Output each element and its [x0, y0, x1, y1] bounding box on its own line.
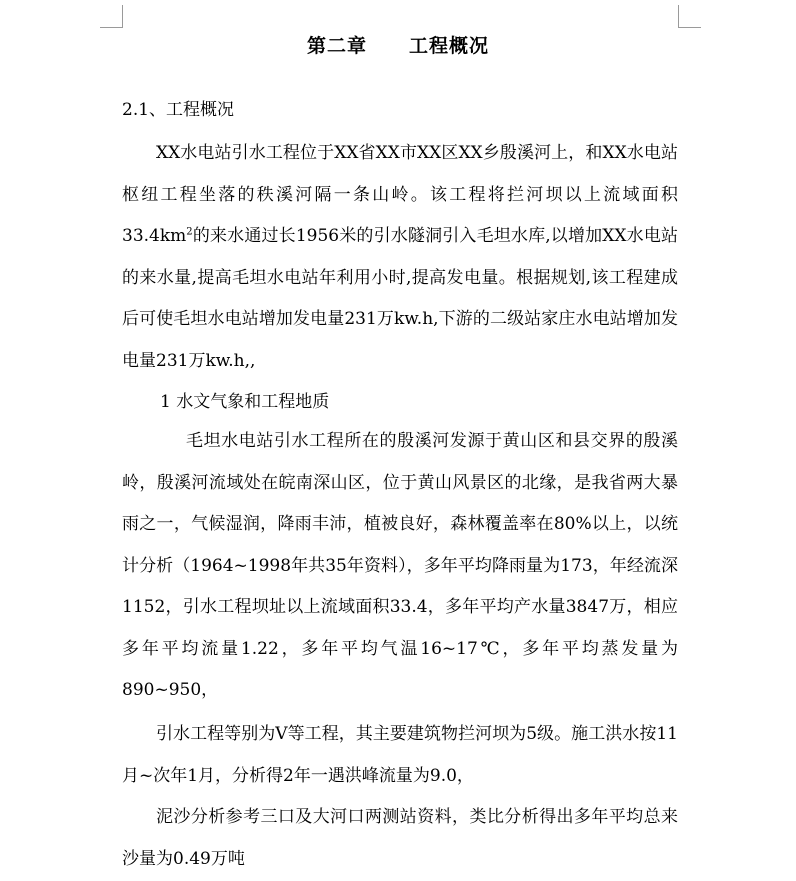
chapter-name: 工程概况 [409, 35, 490, 57]
paragraph-hydrology: 毛坦水电站引水工程所在的殷溪河发源于黄山区和县交界的殷溪岭，殷溪河流域处在皖南深山区，位于黄山风景区的北缘，是我省两大暴雨之一，气候湿润，降雨丰沛，植被良好，森林覆盖率在80%以上，以统计分析（1964~1998年共35年资料），多年平均降雨量为173，年经流深1152，引水工程坝址以上流域面积33.4，多年平均产水量3847万，相应多年平均流量1.22，多年平均气温16~17℃，多年平均蒸发量为890~950， [122, 431, 678, 700]
area-unit-superscript: 2 [186, 226, 193, 238]
paragraph-overview-text-a: XX水电站引水工程位于XX省XX市XX区XX乡殷溪河上，和XX水电站枢纽工程坐落的秩溪河隔一条山岭。该工程将拦河坝以上流域面积33.4km [122, 143, 678, 246]
chapter-title [0, 31, 796, 58]
paragraph-engineering-grade: 引水工程等别为Ⅴ等工程，其主要建筑物拦河坝为5级。施工洪水按11月~次年1月，分析得2年一遇洪峰流量为9.0， [122, 724, 678, 786]
section-heading: 2.1、工程概况 [122, 100, 235, 120]
subheading-hydrology: 1 水文气象和工程地质 [160, 392, 330, 412]
paragraph-overview [122, 133, 678, 382]
chapter-number: 第二章 [306, 35, 367, 57]
page-corner-mark-left [100, 5, 123, 28]
paragraph-overview-text-b: 的来水通过长1956米的引水隧洞引入毛坦水库,以增加XX水电站的来水量,提高毛坦水电站年利用小时,提高发电量。根据规划,该工程建成后可使毛坦水电站增加发电量231万kw.h,下游的二级站家庄水电站增加发电量231万kw.h,, [122, 226, 678, 371]
paragraph-sediment: 泥沙分析参考三口及大河口两测站资料，类比分析得出多年平均总来沙量为0.49万吨 [122, 807, 678, 869]
page-corner-mark-right [678, 5, 701, 28]
